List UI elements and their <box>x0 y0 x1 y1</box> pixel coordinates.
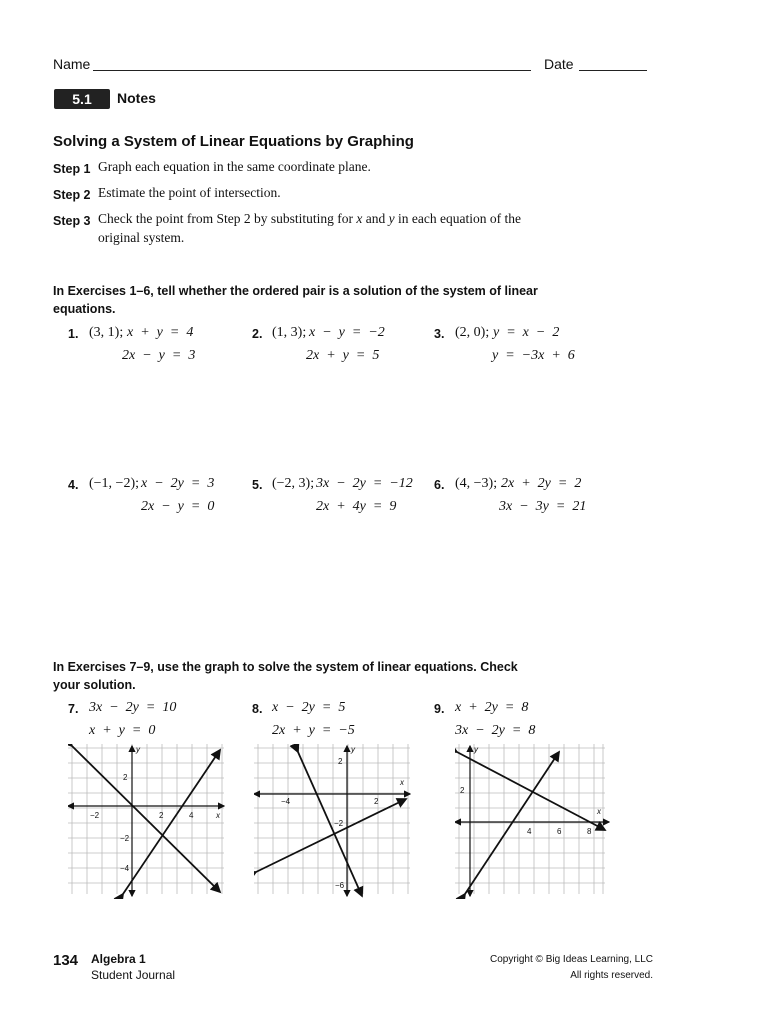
graph-9-tick-x8: 8 <box>587 827 592 836</box>
graph-8-line-b <box>298 752 362 896</box>
graph-exercise-7 <box>68 744 228 899</box>
exercise-5-eq1: 3x − 2y = −12 <box>316 476 413 491</box>
book-subtitle: Student Journal <box>91 968 176 982</box>
graph-9-tick-x4: 4 <box>527 827 532 836</box>
exercise-4-eq2: 2x − y = 0 <box>141 499 215 514</box>
graph-9-line-a <box>457 752 605 830</box>
graph-9-svg <box>455 744 615 899</box>
copyright: Copyright © Big Ideas Learning, LLC <box>489 954 653 965</box>
graph-7-svg <box>68 744 228 899</box>
exercise-7-eq2: x + y = 0 <box>89 723 156 738</box>
exercise-2-eq1: x − y = −2 <box>309 325 385 340</box>
date-line[interactable] <box>579 56 647 71</box>
date-label: Date <box>544 56 574 72</box>
exercise-2-number: 2. <box>252 327 263 341</box>
exercise-2-pair: (1, 3); <box>272 325 307 340</box>
exercise-6-pair: (4, −3); <box>455 476 498 491</box>
step-3 <box>53 212 91 230</box>
exercise-9-eq1: x + 2y = 8 <box>455 700 529 715</box>
step-1-label: Step 1 <box>53 162 91 176</box>
exercise-8-eq2: 2x + y = −5 <box>272 723 355 738</box>
graph-8-x-label: x <box>400 778 404 787</box>
instructions-2-line2: your solution. <box>53 678 136 692</box>
exercise-8-number: 8. <box>252 702 263 716</box>
graph-7-y-label: y <box>136 745 140 754</box>
step-1-text: Graph each equation in the same coordinate plane. <box>98 159 371 174</box>
graph-exercise-9 <box>455 744 615 899</box>
exercise-3-number: 3. <box>434 327 445 341</box>
graph-8-y-label: y <box>351 745 355 754</box>
graph-7-tick-y2: 2 <box>123 773 128 782</box>
graph-exercise-8 <box>254 744 414 899</box>
instructions-1-line1: In Exercises 1–6, tell whether the ordered pair is a solution of the system of linear <box>53 284 538 298</box>
exercise-6-number: 6. <box>434 478 445 492</box>
rights-reserved: All rights reserved. <box>570 970 653 981</box>
step-1 <box>53 160 91 178</box>
graph-9-y-label: y <box>474 745 478 754</box>
graph-9-tick-x6: 6 <box>557 827 562 836</box>
graph-7-tick-x2: 2 <box>159 811 164 820</box>
graph-7-line-b <box>123 750 220 894</box>
exercise-5-pair: (−2, 3); <box>272 476 315 491</box>
exercise-1-eq2: 2x − y = 3 <box>122 348 196 363</box>
instructions-1-line2: equations. <box>53 302 116 316</box>
step-3-text <box>98 211 521 227</box>
graph-8-tick-y2: 2 <box>338 757 343 766</box>
step-2-label: Step 2 <box>53 188 91 202</box>
graph-8-line-a <box>256 799 406 872</box>
graph-8-tick-yneg6: −6 <box>335 881 345 890</box>
step-2 <box>53 186 91 204</box>
book-title: Algebra 1 <box>91 952 146 966</box>
graph-7-tick-yneg4: −4 <box>120 864 130 873</box>
exercise-6-eq1: 2x + 2y = 2 <box>501 476 582 491</box>
graph-8-tick-xneg4: −4 <box>281 797 291 806</box>
exercise-1-pair: (3, 1); <box>89 325 124 340</box>
graph-8-tick-yneg2: −2 <box>334 819 344 828</box>
step-3-var-y: y <box>388 211 395 226</box>
graph-8-svg <box>254 744 414 899</box>
exercise-4-pair: (−1, −2); <box>89 476 140 491</box>
page-title: Solving a System of Linear Equations by Graphing <box>53 133 414 150</box>
step-3-var-x: x <box>356 211 363 226</box>
section-badge: 5.1 <box>54 89 110 109</box>
exercise-5-number: 5. <box>252 478 263 492</box>
graph-8-grid <box>254 744 410 894</box>
graph-9-x-label: x <box>597 807 601 816</box>
step-3-text-and: and <box>362 211 389 226</box>
exercise-8-eq1: x − 2y = 5 <box>272 700 346 715</box>
exercise-2-eq2: 2x + y = 5 <box>306 348 380 363</box>
exercise-9-eq2: 3x − 2y = 8 <box>455 723 536 738</box>
exercise-1-eq1: x + y = 4 <box>127 325 194 340</box>
step-3-text-b: in each equation of the <box>394 211 521 226</box>
exercise-3-pair: (2, 0); <box>455 325 490 340</box>
exercise-4-number: 4. <box>68 478 79 492</box>
name-label: Name <box>53 56 91 72</box>
name-line[interactable] <box>93 56 531 71</box>
step-3-text-a: Check the point from Step 2 by substituting for <box>98 211 357 226</box>
graph-8-tick-x2: 2 <box>374 797 379 806</box>
step-2-text: Estimate the point of intersection. <box>98 185 281 200</box>
instructions-2-line1: In Exercises 7–9, use the graph to solve the system of linear equations. Check <box>53 660 518 674</box>
graph-9-tick-y2: 2 <box>460 786 465 795</box>
graph-7-x-label: x <box>216 811 220 820</box>
exercise-7-number: 7. <box>68 702 79 716</box>
exercise-5-eq2: 2x + 4y = 9 <box>316 499 397 514</box>
exercise-7-eq1: 3x − 2y = 10 <box>89 700 177 715</box>
exercise-3-eq2: y = −3x + 6 <box>492 348 575 363</box>
step-3-text-line2: original system. <box>98 230 185 245</box>
section-label: Notes <box>117 90 156 106</box>
exercise-1-number: 1. <box>68 327 79 341</box>
exercise-3-eq1: y = x − 2 <box>493 325 560 340</box>
exercise-9-number: 9. <box>434 702 445 716</box>
exercise-4-eq1: x − 2y = 3 <box>141 476 215 491</box>
exercise-6-eq2: 3x − 3y = 21 <box>499 499 587 514</box>
page-number: 134 <box>53 952 79 969</box>
graph-7-tick-xneg2: −2 <box>90 811 100 820</box>
graph-7-tick-x4: 4 <box>189 811 194 820</box>
step-3-label: Step 3 <box>53 214 91 228</box>
graph-7-tick-yneg2: −2 <box>120 834 130 843</box>
